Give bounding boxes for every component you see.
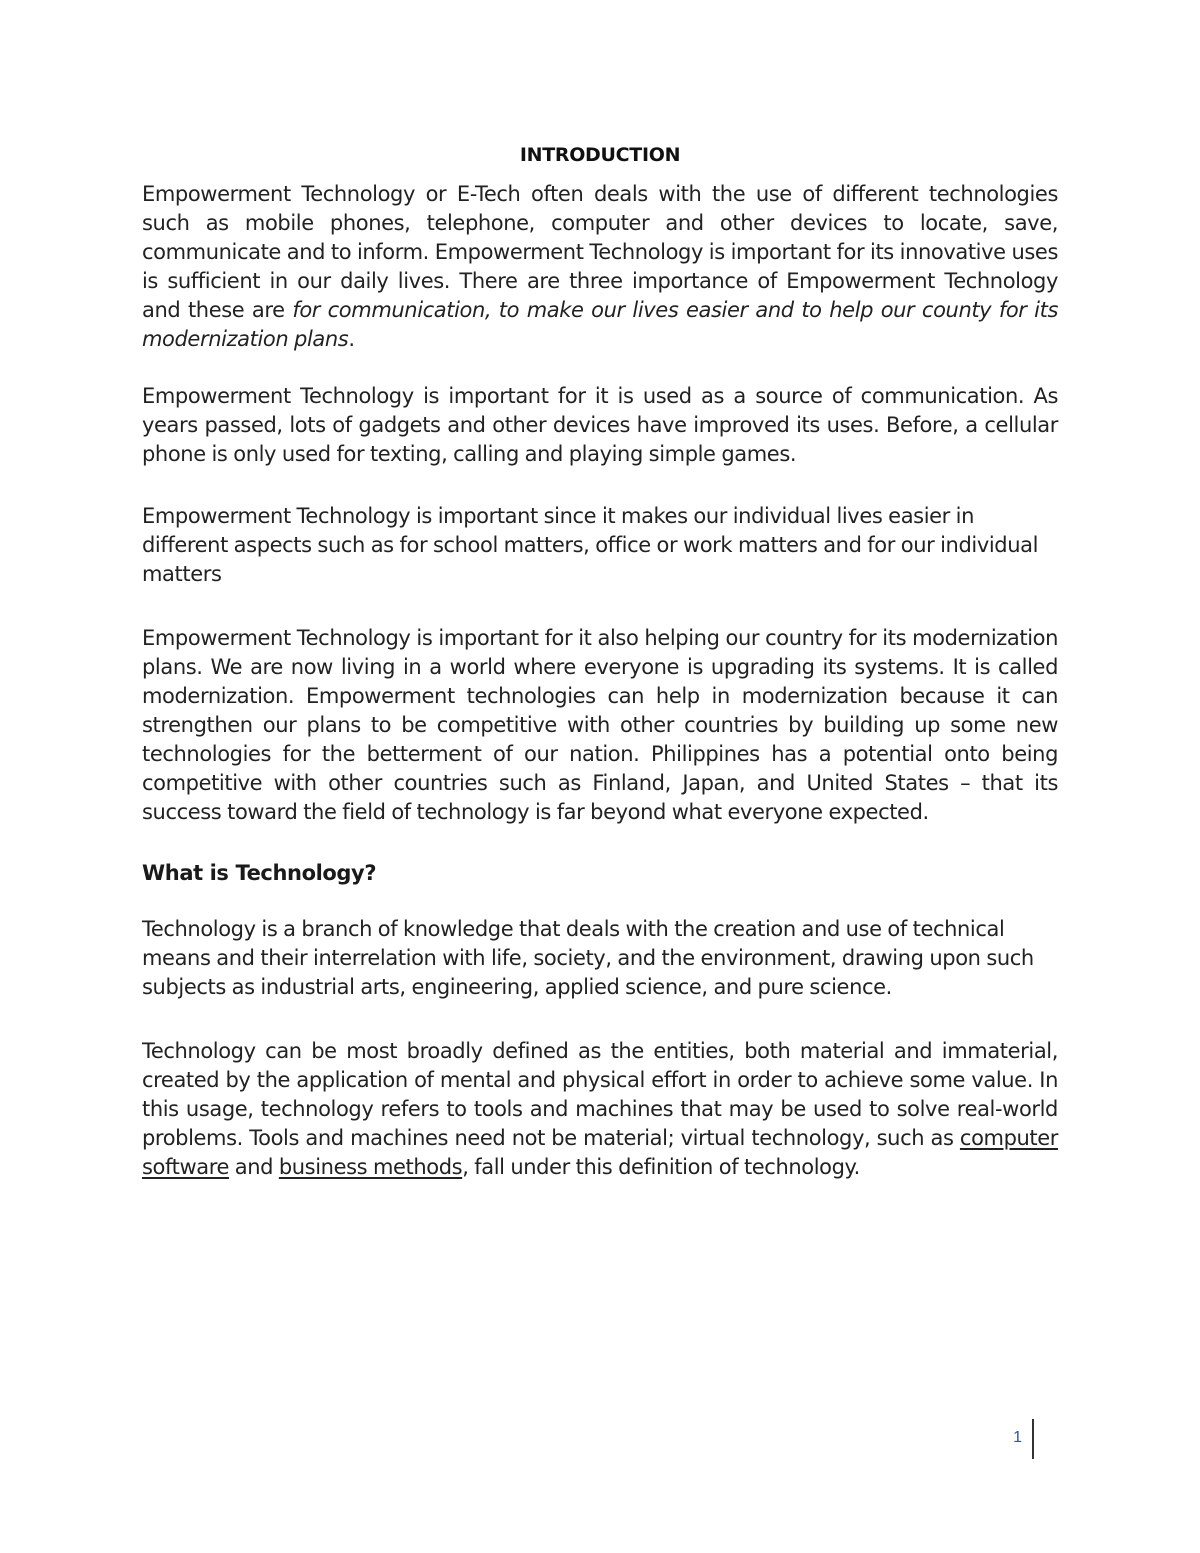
document-title: INTRODUCTION	[519, 144, 681, 166]
technology-broad-paragraph	[142, 1037, 1058, 1182]
page-number: 1	[1013, 1429, 1022, 1446]
intro-italic-text: for communication, to make our lives easier and to help our county for its modernization plans	[142, 298, 1058, 351]
broad-mid: and	[228, 1155, 279, 1179]
easier-lives-paragraph: Empowerment Technology is important since it makes our individual lives easier in different aspects such as for school matters, office or work matters and for our individual matters	[142, 504, 1039, 586]
business-methods-link[interactable]: business methods	[278, 1155, 463, 1179]
intro-paragraph	[142, 180, 1058, 354]
broad-end: , fall under this definition of technology.	[462, 1155, 860, 1179]
modernization-paragraph: Empowerment Technology is important for it also helping our country for its modernization plans. We are now living in a world where everyone is upgrading its systems. It is called modernization. Empowerment technologies can help in modernization because it can strengthen our plans to be competitive with other countries by building up some new technologies for the betterment of our nation. Philippines has a potential onto being competitive with other countries such as Finland, Japan, and United States – that its success toward the field of technology is far beyond what everyone expected.	[142, 626, 1058, 824]
page-footer	[1000, 1419, 1034, 1459]
communication-paragraph: Empowerment Technology is important for it is used as a source of communication. As years passed, lots of gadgets and other devices have improved its uses. Before, a cellular phone is only used for texting, calling and playing simple games.	[142, 384, 1058, 466]
page-number-divider	[1032, 1419, 1034, 1459]
technology-definition-paragraph: Technology is a branch of knowledge that deals with the creation and use of technical means and their interrelation with life, society, and the environment, drawing upon such subjects as industrial arts, engineering, applied science, and pure science.	[142, 917, 1034, 999]
intro-end: .	[348, 327, 355, 351]
intro-text: Empowerment Technology or E-Tech often deals with the use of different technologies such as mobile phones, telephone, computer and other devices to locate, save, communicate and to inform. Empowerment Technology is important for its innovative uses is sufficient in our daily lives. There are three importance of Empowerment Technology and these are	[142, 182, 1058, 322]
document-page	[142, 140, 1058, 1182]
broad-text: Technology can be most broadly defined as the entities, both material and immaterial, created by the application of mental and physical effort in order to achieve some value. In this usage, technology refers to tools and machines that may be used to solve real-world problems. Tools and machines need not be material; virtual technology, such as	[142, 1039, 1058, 1150]
section-heading-technology: What is Technology?	[142, 861, 377, 885]
computer-software-link[interactable]: computer software	[142, 1126, 1058, 1179]
